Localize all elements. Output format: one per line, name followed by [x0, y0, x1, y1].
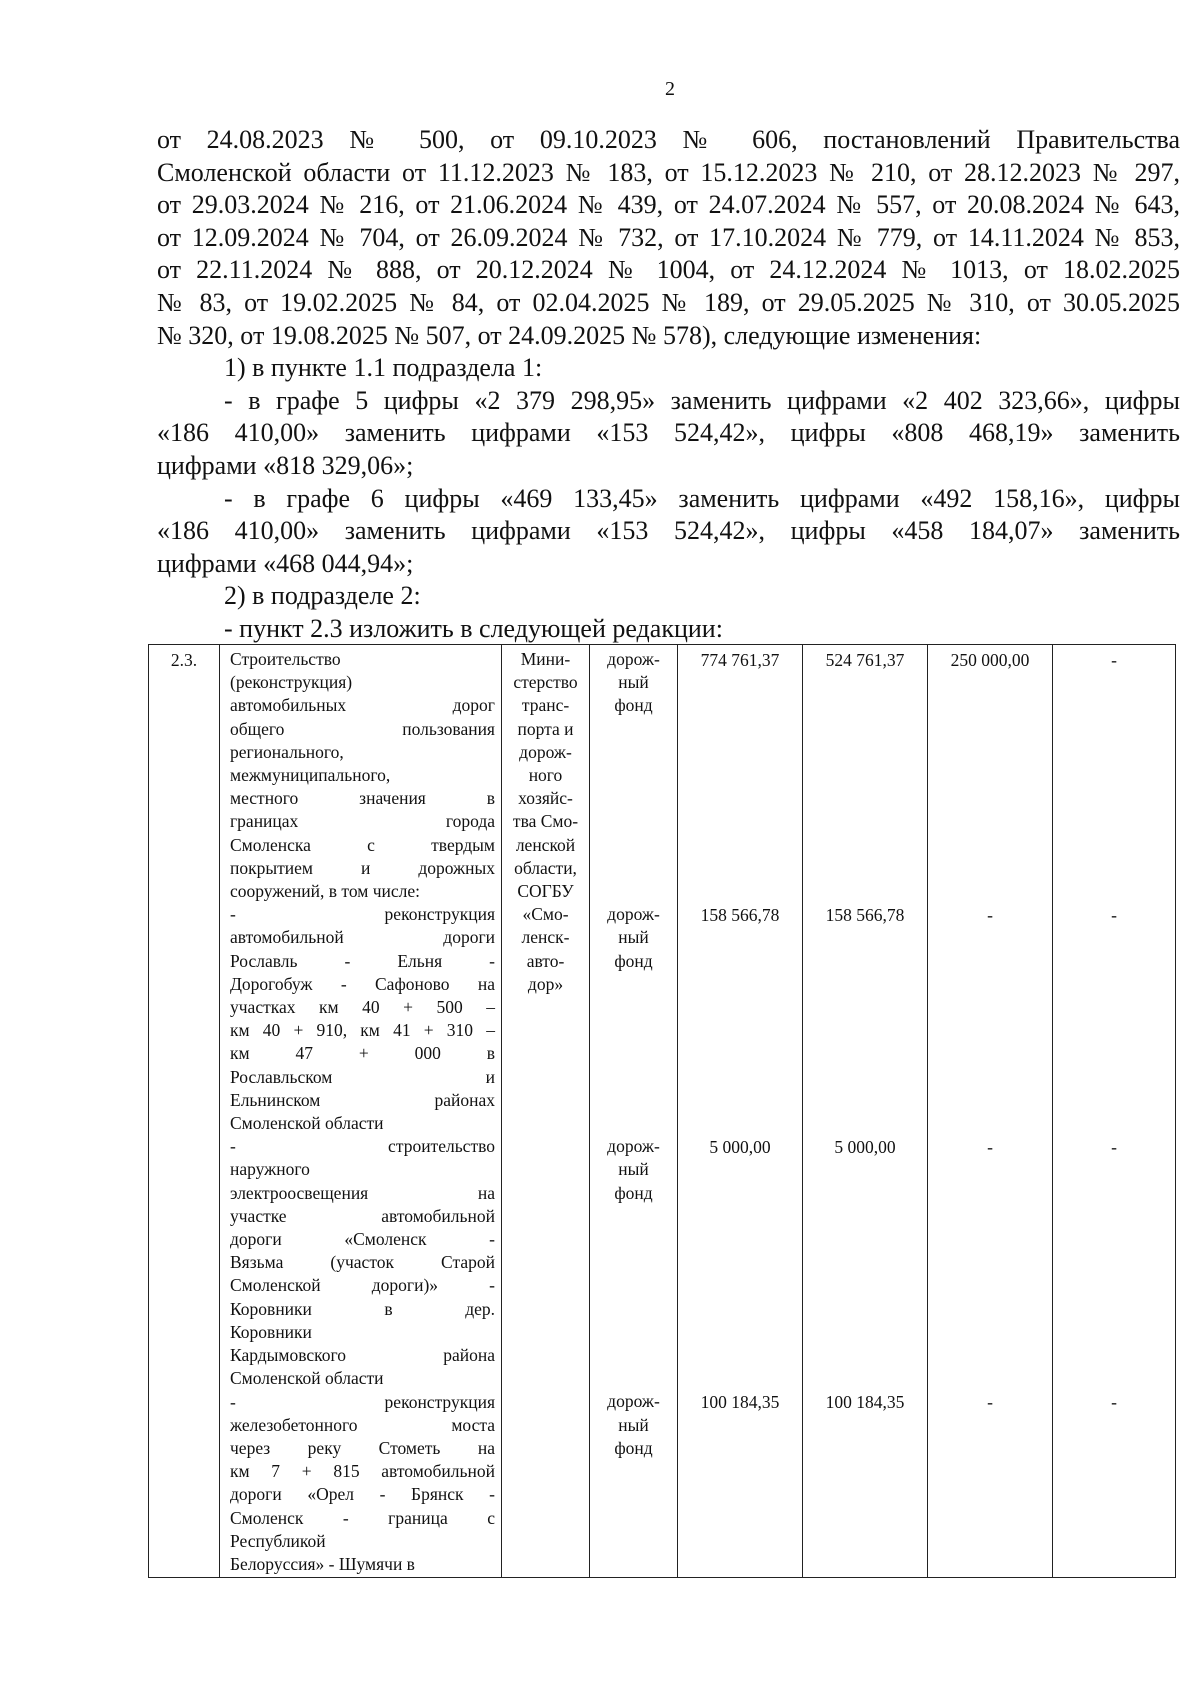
item-name-line: Республикой	[230, 1530, 326, 1551]
total-cell	[678, 645, 803, 1578]
funding-source-line: фонд	[614, 950, 653, 971]
total-column	[678, 649, 802, 1577]
municipal-cell	[1053, 645, 1176, 1578]
item1-heading: 1) в пункте 1.1 подраздела 1:	[224, 353, 543, 383]
executor-line: «Смо-	[522, 904, 569, 925]
federal-value: 158 566,78	[825, 905, 905, 926]
row-number: 2.3.	[170, 650, 198, 670]
funding-source-line: ный	[618, 672, 649, 693]
intro-paragraph	[157, 124, 1180, 352]
executor-line: ного	[528, 765, 563, 786]
item-name-line: участках км 40 + 500 –	[230, 997, 495, 1018]
regional-value: -	[987, 1392, 993, 1413]
item-name-line: - строительство	[230, 1136, 495, 1157]
federal-value: 5 000,00	[834, 1137, 896, 1158]
executor-line: авто-	[526, 950, 565, 971]
item-name-line: Вязьма (участок Старой	[230, 1252, 495, 1273]
federal-column	[803, 649, 927, 1577]
funding-source-line: ный	[618, 927, 649, 948]
item-name-line: через реку Стометь на	[230, 1437, 495, 1458]
executor-line: стерство	[513, 672, 578, 693]
item1-col6-paragraph	[157, 483, 1180, 581]
funding-source-line: дорож-	[607, 1136, 660, 1157]
regional-column	[928, 649, 1052, 1577]
amendment-table	[148, 644, 1176, 1578]
document-body	[157, 124, 1180, 646]
item-name-line: Смоленска с твердым	[230, 834, 495, 855]
intro-line: от 29.03.2024 № 216, от 21.06.2024 № 439, от 24.07.2024 № 557, от 20.08.2024 № 643,	[157, 190, 1180, 220]
item2-heading: 2) в подразделе 2:	[224, 581, 421, 611]
item-name-line: железобетонного моста	[230, 1414, 495, 1435]
item-name-line: Кардымовского района	[230, 1345, 495, 1366]
item-name-line: - реконструкция	[230, 904, 495, 925]
funding-source-line: фонд	[614, 1182, 653, 1203]
executor-line: области,	[514, 857, 577, 878]
executor-text	[502, 648, 589, 996]
funding-source-line: ный	[618, 1159, 649, 1180]
item1-col6-line: - в графе 6 цифры «469 133,45» заменить цифрами «492 158,16», цифры	[224, 483, 1180, 513]
executor-line: транс-	[521, 695, 570, 716]
executor-line: хозяйс-	[518, 788, 573, 809]
regional-value: -	[987, 905, 993, 926]
municipal-value: -	[1111, 1137, 1117, 1158]
executor-line: СОГБУ	[517, 881, 574, 902]
executor-cell	[502, 645, 590, 1578]
item-name-line: регионального,	[230, 741, 344, 762]
item-name-line: общего пользования	[230, 718, 495, 739]
funding-source-line: дорож-	[607, 649, 660, 669]
total-value: 100 184,35	[700, 1392, 780, 1413]
municipal-column	[1053, 649, 1175, 1577]
item-name-line: электроосвещения на	[230, 1182, 495, 1203]
executor-line: дор»	[527, 973, 564, 994]
regional-value: -	[987, 1137, 993, 1158]
municipal-value: -	[1111, 1392, 1117, 1413]
item1-col5-paragraph	[157, 385, 1180, 483]
name-column	[230, 648, 495, 1576]
funding-source	[590, 648, 677, 718]
executor-line: порта и	[517, 718, 574, 739]
total-value: 158 566,78	[700, 905, 780, 926]
federal-cell	[803, 645, 928, 1578]
name-cell	[220, 645, 502, 1578]
executor-line: дорож-	[519, 741, 572, 762]
item-name-line: Смоленской дороги)» -	[230, 1275, 495, 1296]
executor-line: ленск-	[521, 927, 570, 948]
intro-line: Смоленской области от 11.12.2023 № 183, от 15.12.2023 № 210, от 28.12.2023 № 297,	[157, 157, 1180, 187]
funding-source	[590, 1135, 677, 1205]
item-name-line: межмуниципального,	[230, 765, 391, 786]
item-name-line: местного значения в	[230, 788, 495, 809]
item1-col5-line: цифрами «818 329,06»;	[157, 450, 414, 480]
item-name-line: границах города	[230, 811, 495, 832]
funding-source-line: ный	[618, 1414, 649, 1435]
executor-line: ленской	[515, 834, 576, 855]
item-name-line: Смоленской области	[230, 1113, 384, 1134]
total-value: 5 000,00	[709, 1137, 771, 1158]
federal-value: 524 761,37	[825, 650, 905, 670]
source-cell	[590, 645, 678, 1578]
municipal-value: -	[1111, 905, 1117, 926]
regional-value: 250 000,00	[950, 650, 1030, 670]
row-number-cell	[149, 645, 220, 1578]
item-name-line: Смоленск - граница с	[230, 1507, 495, 1528]
item-name-line: Рославльском и	[230, 1066, 495, 1087]
item-name-line: сооружений, в том числе:	[230, 881, 420, 902]
intro-line: № 83, от 19.02.2025 № 84, от 02.04.2025 № 189, от 29.05.2025 № 310, от 30.05.2025	[157, 287, 1180, 317]
item-name-line: (реконструкция)	[230, 672, 353, 693]
municipal-value: -	[1111, 650, 1117, 670]
source-column	[590, 648, 677, 1576]
item-name-line: дороги «Смоленск -	[230, 1229, 495, 1250]
item1-col5-line: «186 410,00» заменить цифрами «153 524,42», цифры «808 468,19» заменить	[157, 418, 1180, 448]
item1-col6-line: «186 410,00» заменить цифрами «153 524,42», цифры «458 184,07» заменить	[157, 516, 1180, 546]
item-name-line: покрытием и дорожных	[230, 857, 495, 878]
item2-sub: - пункт 2.3 изложить в следующей редакции:	[224, 613, 723, 643]
item-name-line: км 40 + 910, км 41 + 310 –	[230, 1020, 495, 1041]
item-name-line: Коровники в дер.	[230, 1298, 495, 1319]
executor-line: тва Смо-	[512, 811, 579, 832]
item-name-line: участке автомобильной	[230, 1205, 495, 1226]
item-name-line: Дорогобуж - Сафоново на	[230, 973, 495, 994]
item1-col5-line: - в графе 5 цифры «2 379 298,95» заменить цифрами «2 402 323,66», цифры	[224, 385, 1180, 415]
item1-col6-line: цифрами «468 044,94»;	[157, 548, 414, 578]
federal-value: 100 184,35	[825, 1392, 905, 1413]
item-name-line: Белоруссия» - Шумячи в	[230, 1553, 415, 1574]
intro-line: от 12.09.2024 № 704, от 26.09.2024 № 732, от 17.10.2024 № 779, от 14.11.2024 № 853,	[157, 222, 1180, 252]
item-name-line: Смоленской области	[230, 1368, 384, 1389]
item-name-line: - реконструкция	[230, 1391, 495, 1412]
item-name-line: наружного	[230, 1159, 310, 1180]
funding-source	[590, 1390, 677, 1460]
funding-source-line: дорож-	[607, 904, 660, 925]
intro-line: № 320, от 19.08.2025 № 507, от 24.09.2025 № 578), следующие изменения:	[157, 320, 982, 350]
item-name-line: км 47 + 000 в	[230, 1043, 495, 1064]
funding-source	[590, 903, 677, 973]
item-name-line: автомобильной дороги	[230, 927, 495, 948]
page-number: 2	[665, 78, 675, 100]
item-name-line: дороги «Орел - Брянск -	[230, 1484, 495, 1505]
item-name-line: км 7 + 815 автомобильной	[230, 1461, 495, 1482]
item-name-line: Коровники	[230, 1321, 312, 1342]
total-value: 774 761,37	[700, 650, 780, 670]
funding-source-line: дорож-	[607, 1391, 660, 1412]
item-name-line: Рославль - Ельня -	[230, 950, 495, 971]
executor-line: Мини-	[520, 649, 571, 669]
intro-line: от 24.08.2023 № 500, от 09.10.2023 № 606, постановлений Правительства	[157, 125, 1180, 154]
item-name-line: автомобильных дорог	[230, 695, 495, 716]
funding-source-line: фонд	[614, 1437, 653, 1458]
item-name-line: Строительство	[230, 649, 341, 669]
regional-cell	[928, 645, 1053, 1578]
item-name-line: Ельнинском районах	[230, 1089, 495, 1110]
funding-source-line: фонд	[614, 695, 653, 716]
intro-line: от 22.11.2024 № 888, от 20.12.2024 № 1004, от 24.12.2024 № 1013, от 18.02.2025	[157, 255, 1180, 285]
table-row	[149, 645, 1176, 1578]
